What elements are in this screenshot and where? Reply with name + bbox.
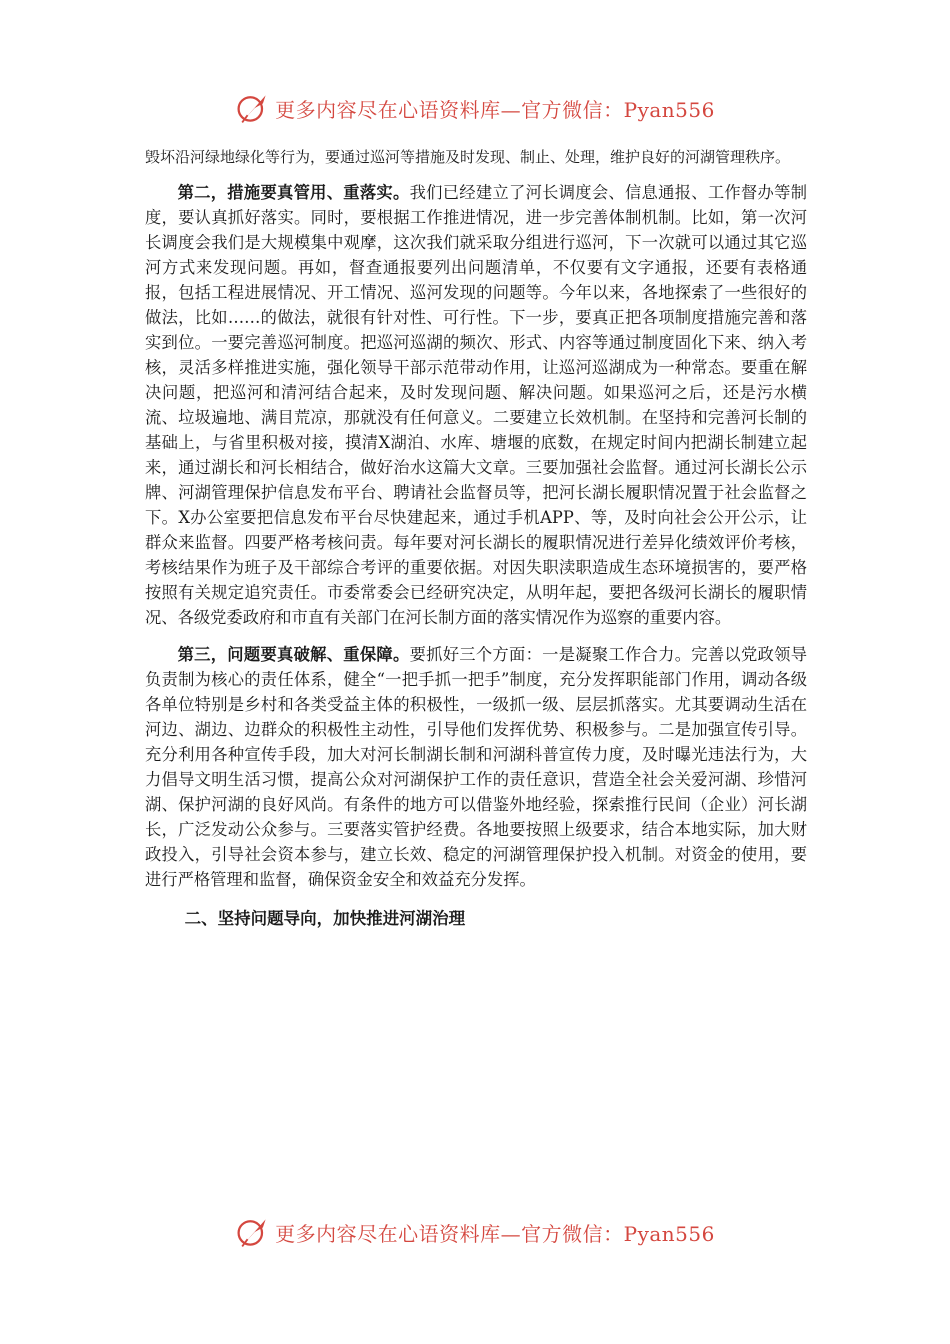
- watermark-text: 更多内容尽在心语资料库—官方微信：Pyan556: [275, 1221, 715, 1246]
- heading-2: 二、坚持问题导向，加快推进河湖治理: [184, 909, 466, 928]
- intro-paragraph: 毁坏沿河绿地绿化等行为，要通过巡河等措施及时发现、制止、处理，维护良好的河湖管理秩序。: [145, 148, 791, 166]
- section-3-body: 要抓好三个方面：一是凝聚工作合力。完善以党政领导负责制为核心的责任体系，健全“一把手抓一把手”制度，充分发挥职能部门作用，调动各级各单位特别是乡村和各类受益主体的积极性，一级抓一级、层层抓落实。尤其要调动生活在河边、湖边、边群众的积极性主动性，引导他们发挥优势、积极参与。二是加强宣传引导。充分利用各种宣传手段，加大对河长制湖长制和河湖科普宣传力度，及时曝光违法行为，大力倡导文明生活习惯，提高公众对河湖保护工作的责任意识，营造全社会关爱河湖、珍惜河湖、保护河湖的良好风尚。有条件的地方可以借鉴外地经验，探索推行民间（企业）河长湖长，广泛发动公众参与。三要落实管护经费。各地要按照上级要求，结合本地实际，加大财政投入，引导社会资本参与，建立长效、稳定的河湖管理保护投入机制。对资金的使用，要进行严格管理和监督，确保资金安全和效益充分发挥。: [145, 645, 807, 889]
- document-body: [145, 145, 807, 931]
- section-3-paragraph: [145, 642, 807, 892]
- section-2-body: 我们已经建立了河长调度会、信息通报、工作督办等制度，要认真抓好落实。同时，要根据工作推进情况，进一步完善体制机制。比如，第一次河长调度会我们是大规模集中观摩，这次我们就采取分组进行巡河，下一次就可以通过其它巡河方式来发现问题。再如，督查通报要列出问题清单，不仅要有文字通报，还要有表格通报，包括工程进展情况、开工情况、巡河发现的问题等。今年以来，各地探索了一些很好的做法，比如……的做法，就很有针对性、可行性。下一步，要真正把各项制度措施完善和落实到位。一要完善巡河制度。把巡河巡湖的频次、形式、内容等通过制度固化下来、纳入考核，灵活多样推进实施，强化领导干部示范带动作用，让巡河巡湖成为一种常态。要重在解决问题，把巡河和清河结合起来，及时发现问题、解决问题。如果巡河之后，还是污水横流、垃圾遍地、满目荒凉，那就没有任何意义。二要建立长效机制。在坚持和完善河长制的基础上，与省里积极对接，摸清X湖泊、水库、塘堰的底数，在规定时间内把湖长制建立起来，通过湖长和河长相结合，做好治水这篇大文章。三要加强社会监督。通过河长湖长公示牌、河湖管理保护信息发布平台、聘请社会监督员等，把河长湖长履职情况置于社会监督之下。X办公室要把信息发布平台尽快建起来，通过手机APP、等，及时向社会公开公示，让群众来监督。四要严格考核问责。每年要对河长湖长的履职情况进行差异化绩效评价考核，考核结果作为班子及干部综合考评的重要依据。对因失职渎职造成生态环境损害的，要严格按照有关规定追究责任。市委常委会已经研究决定，从明年起，要把各级河长湖长的履职情况、各级党委政府和市直有关部门在河长制方面的落实情况作为巡察的重要内容。: [145, 183, 807, 627]
- section-2-title: 第二，措施要真管用、重落实。: [177, 183, 410, 202]
- watermark-text: 更多内容尽在心语资料库—官方微信：Pyan556: [275, 97, 715, 122]
- quill-logo-icon: [235, 90, 271, 126]
- watermark-footer: [0, 1212, 950, 1252]
- section-3-title: 第三，问题要真破解、重保障。: [177, 645, 410, 664]
- quill-logo-icon: [235, 1214, 271, 1250]
- watermark-header: [0, 88, 950, 128]
- section-2-paragraph: [145, 180, 807, 630]
